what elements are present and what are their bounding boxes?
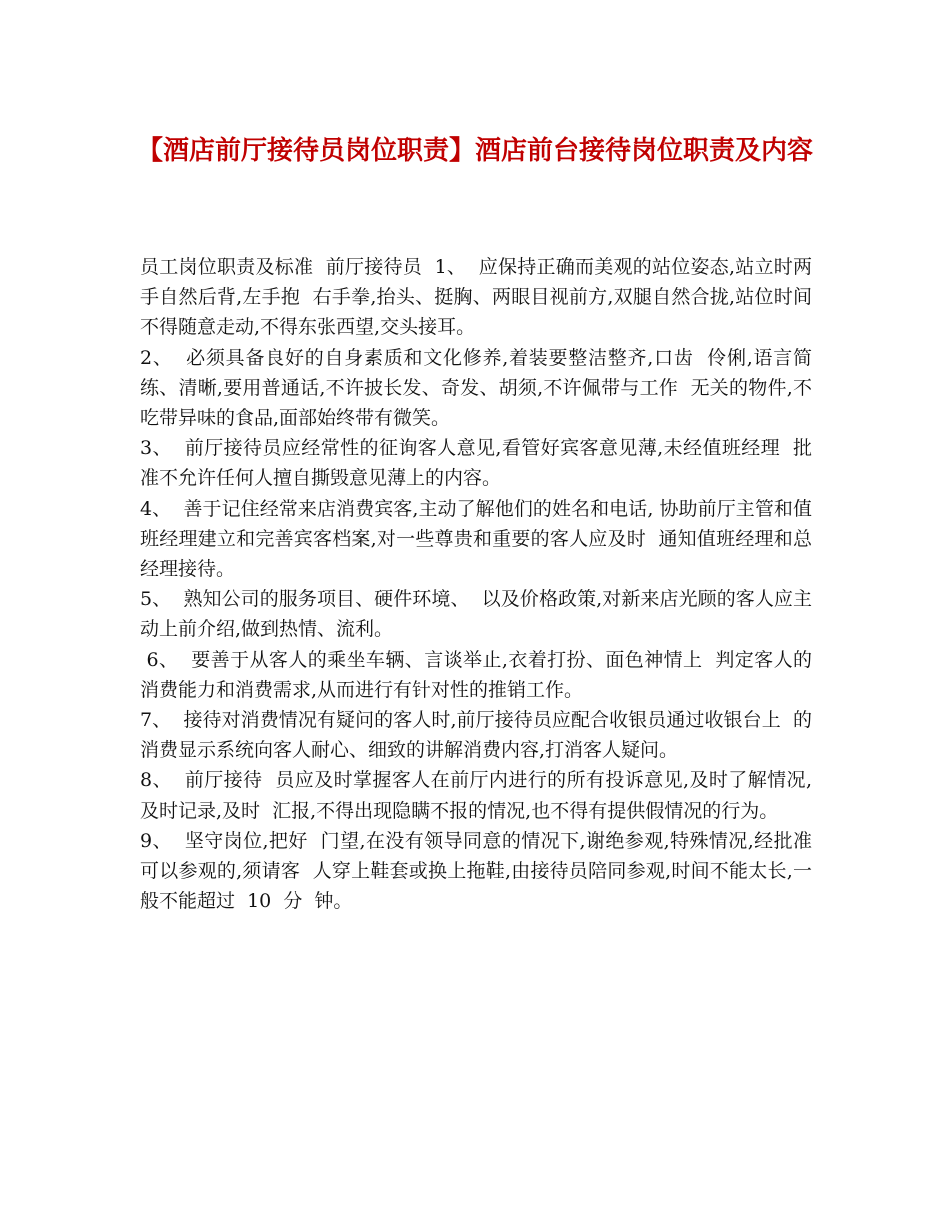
duty-item-8: 8、 前厅接待 员应及时掌握客人在前厅内进行的所有投诉意见,及时了解情况,及时记录,及时 汇报,不得出现隐瞒不报的情况,也不得有提供假情况的行为。 [140, 769, 812, 822]
duty-item-4: 4、 善于记住经常来店消费宾客,主动了解他们的姓名和电话, 协助前厅主管和值班经理建立和完善宾客档案,对一些尊贵和重要的客人应及时 通知值班经理和总经理接待。 [140, 497, 812, 581]
duty-item-2: 2、 必须具备良好的自身素质和文化修养,着装要整洁整齐,口齿 伶俐,语言简练、清晰,要用普通话,不许披长发、奇发、胡须,不许佩带与工作 无关的物件,不吃带异味的食品,面部始终带有微笑。 [140, 346, 812, 430]
duty-item-6: 6、 要善于从客人的乘坐车辆、言谈举止,衣着打扮、面色神情上 判定客人的消费能力和消费需求,从而进行有针对性的推销工作。 [140, 648, 812, 701]
duty-item-7: 7、 接待对消费情况有疑问的客人时,前厅接待员应配合收银员通过收银台上 的消费显示系统向客人耐心、细致的讲解消费内容,打消客人疑问。 [140, 709, 812, 762]
intro-paragraph: 员工岗位职责及标准 前厅接待员 1、 应保持正确而美观的站位姿态,站立时两手自然后背,左手抱 右手拳,抬头、挺胸、两眼目视前方,双腿自然合拢,站位时间不得随意走动,不得东张西望,交头接耳。 [140, 256, 812, 339]
duty-item-3: 3、 前厅接待员应经常性的征询客人意见,看管好宾客意见薄,未经值班经理 批准不允许任何人擅自撕毁意见薄上的内容。 [140, 437, 812, 490]
document-body [140, 252, 812, 916]
duty-item-5: 5、 熟知公司的服务项目、硬件环境、 以及价格政策,对新来店光顾的客人应主动上前介绍,做到热情、流利。 [140, 588, 812, 641]
duty-item-9: 9、 坚守岗位,把好 门望,在没有领导同意的情况下,谢绝参观,特殊情况,经批准可以参观的,须请客 人穿上鞋套或换上拖鞋,由接待员陪同参观,时间不能太长,一般不能超过 10 分 钟。 [140, 829, 812, 913]
document-title: 【酒店前厅接待员岗位职责】酒店前台接待岗位职责及内容 [136, 136, 813, 166]
